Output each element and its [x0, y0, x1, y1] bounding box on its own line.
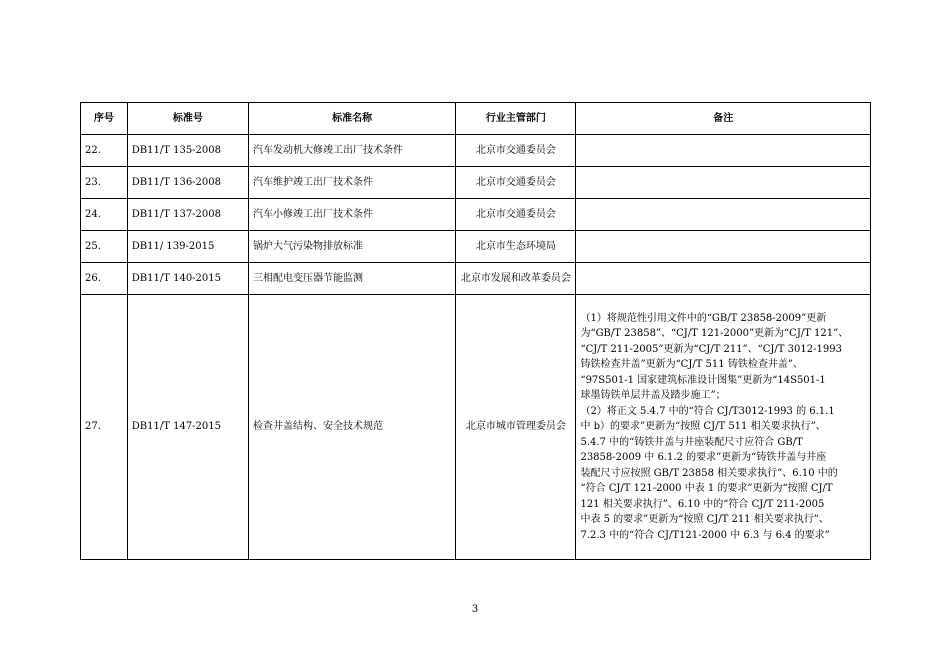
row-code: DB11/ 139-2015: [127, 231, 248, 263]
row-name: 锅炉大气污染物排放标准: [248, 231, 455, 263]
note-line: 23858-2009 中 6.1.2 的要求”更新为“铸铁井盖与井座: [580, 452, 827, 464]
note-line: 7.2.3 中的“符合 CJ/T121-2000 中 6.3 与 6.4 的要求”: [580, 529, 830, 541]
row-dept: 北京市交通委员会: [456, 135, 576, 167]
row-no: 26.: [81, 263, 128, 295]
note-line: （1）将规范性引用文件中的“GB/T 23858-2009”更新: [580, 312, 827, 324]
page-number: 3: [471, 604, 479, 615]
header-name: 标准名称: [248, 103, 455, 135]
row-note-remarks: [576, 295, 871, 560]
note-line: 121 相关要求执行”、6.10 中的“符合 CJ/T 211-2005: [580, 498, 825, 510]
row-no: 27.: [81, 295, 128, 560]
row-code: DB11/T 147-2015: [127, 295, 248, 560]
row-note: [576, 135, 871, 167]
standards-table: [80, 102, 871, 560]
note-line: 为“GB/T 23858”、“CJ/T 121-2000”更新为“CJ/T 121”、: [580, 328, 849, 340]
row-name: 汽车小修竣工出厂技术条件: [248, 199, 455, 231]
table-row: [81, 263, 871, 295]
note-line: 中 b）的要求”更新为“按照 CJ/T 511 相关要求执行”、: [580, 421, 826, 433]
row-note: [576, 231, 871, 263]
row-code: DB11/T 135-2008: [127, 135, 248, 167]
row-name: 汽车维护竣工出厂技术条件: [248, 167, 455, 199]
note-line: 铸铁检查井盖”更新为“CJ/T 511 铸铁检查井盖”、: [580, 359, 803, 371]
row-dept: 北京市交通委员会: [456, 199, 576, 231]
row-dept: 北京市交通委员会: [456, 167, 576, 199]
header-dept: 行业主管部门: [456, 103, 576, 135]
table-row: [81, 167, 871, 199]
row-note: [576, 199, 871, 231]
table-row: [81, 295, 871, 560]
row-no: 25.: [81, 231, 128, 263]
row-code: DB11/T 136-2008: [127, 167, 248, 199]
row-name: 检查井盖结构、安全技术规范: [248, 295, 455, 560]
row-name: 汽车发动机大修竣工出厂技术条件: [248, 135, 455, 167]
row-name: 三相配电变压器节能监测: [248, 263, 455, 295]
note-line: “符合 CJ/T 121-2000 中表 1 的要求”更新为“按照 CJ/T: [580, 483, 833, 495]
note-line: 装配尺寸应按照 GB/T 23858 相关要求执行”、6.10 中的: [580, 467, 838, 479]
row-note: [576, 167, 871, 199]
note-line: （2）将正文 5.4.7 中的“符合 CJ/T3012-1993 的 6.1.1: [580, 405, 835, 417]
header-no: 序号: [81, 103, 128, 135]
note-line: “97S501-1 国家建筑标准设计图集”更新为“14S501-1: [580, 374, 826, 386]
row-code: DB11/T 137-2008: [127, 199, 248, 231]
header-note: 备注: [576, 103, 871, 135]
note-line: 5.4.7 中的“铸铁井盖与井座装配尺寸应符合 GB/T: [580, 436, 803, 448]
header-code: 标准号: [127, 103, 248, 135]
row-no: 23.: [81, 167, 128, 199]
row-note: [576, 263, 871, 295]
note-line: 中表 5 的要求”更新为“按照 CJ/T 211 相关要求执行”、: [580, 514, 829, 526]
row-no: 22.: [81, 135, 128, 167]
note-line: 球墨铸铁单层井盖及踏步施工”；: [580, 390, 726, 402]
table-header-row: [81, 103, 871, 135]
row-dept: 北京市生态环境局: [456, 231, 576, 263]
row-code: DB11/T 140-2015: [127, 263, 248, 295]
row-dept: 北京市发展和改革委员会: [456, 263, 576, 295]
row-no: 24.: [81, 199, 128, 231]
table-row: [81, 231, 871, 263]
row-dept: 北京市城市管理委员会: [456, 295, 576, 560]
table-row: [81, 135, 871, 167]
table-row: [81, 199, 871, 231]
note-line: “CJ/T 211-2005”更新为“CJ/T 211”、“CJ/T 3012-1993: [580, 343, 842, 355]
